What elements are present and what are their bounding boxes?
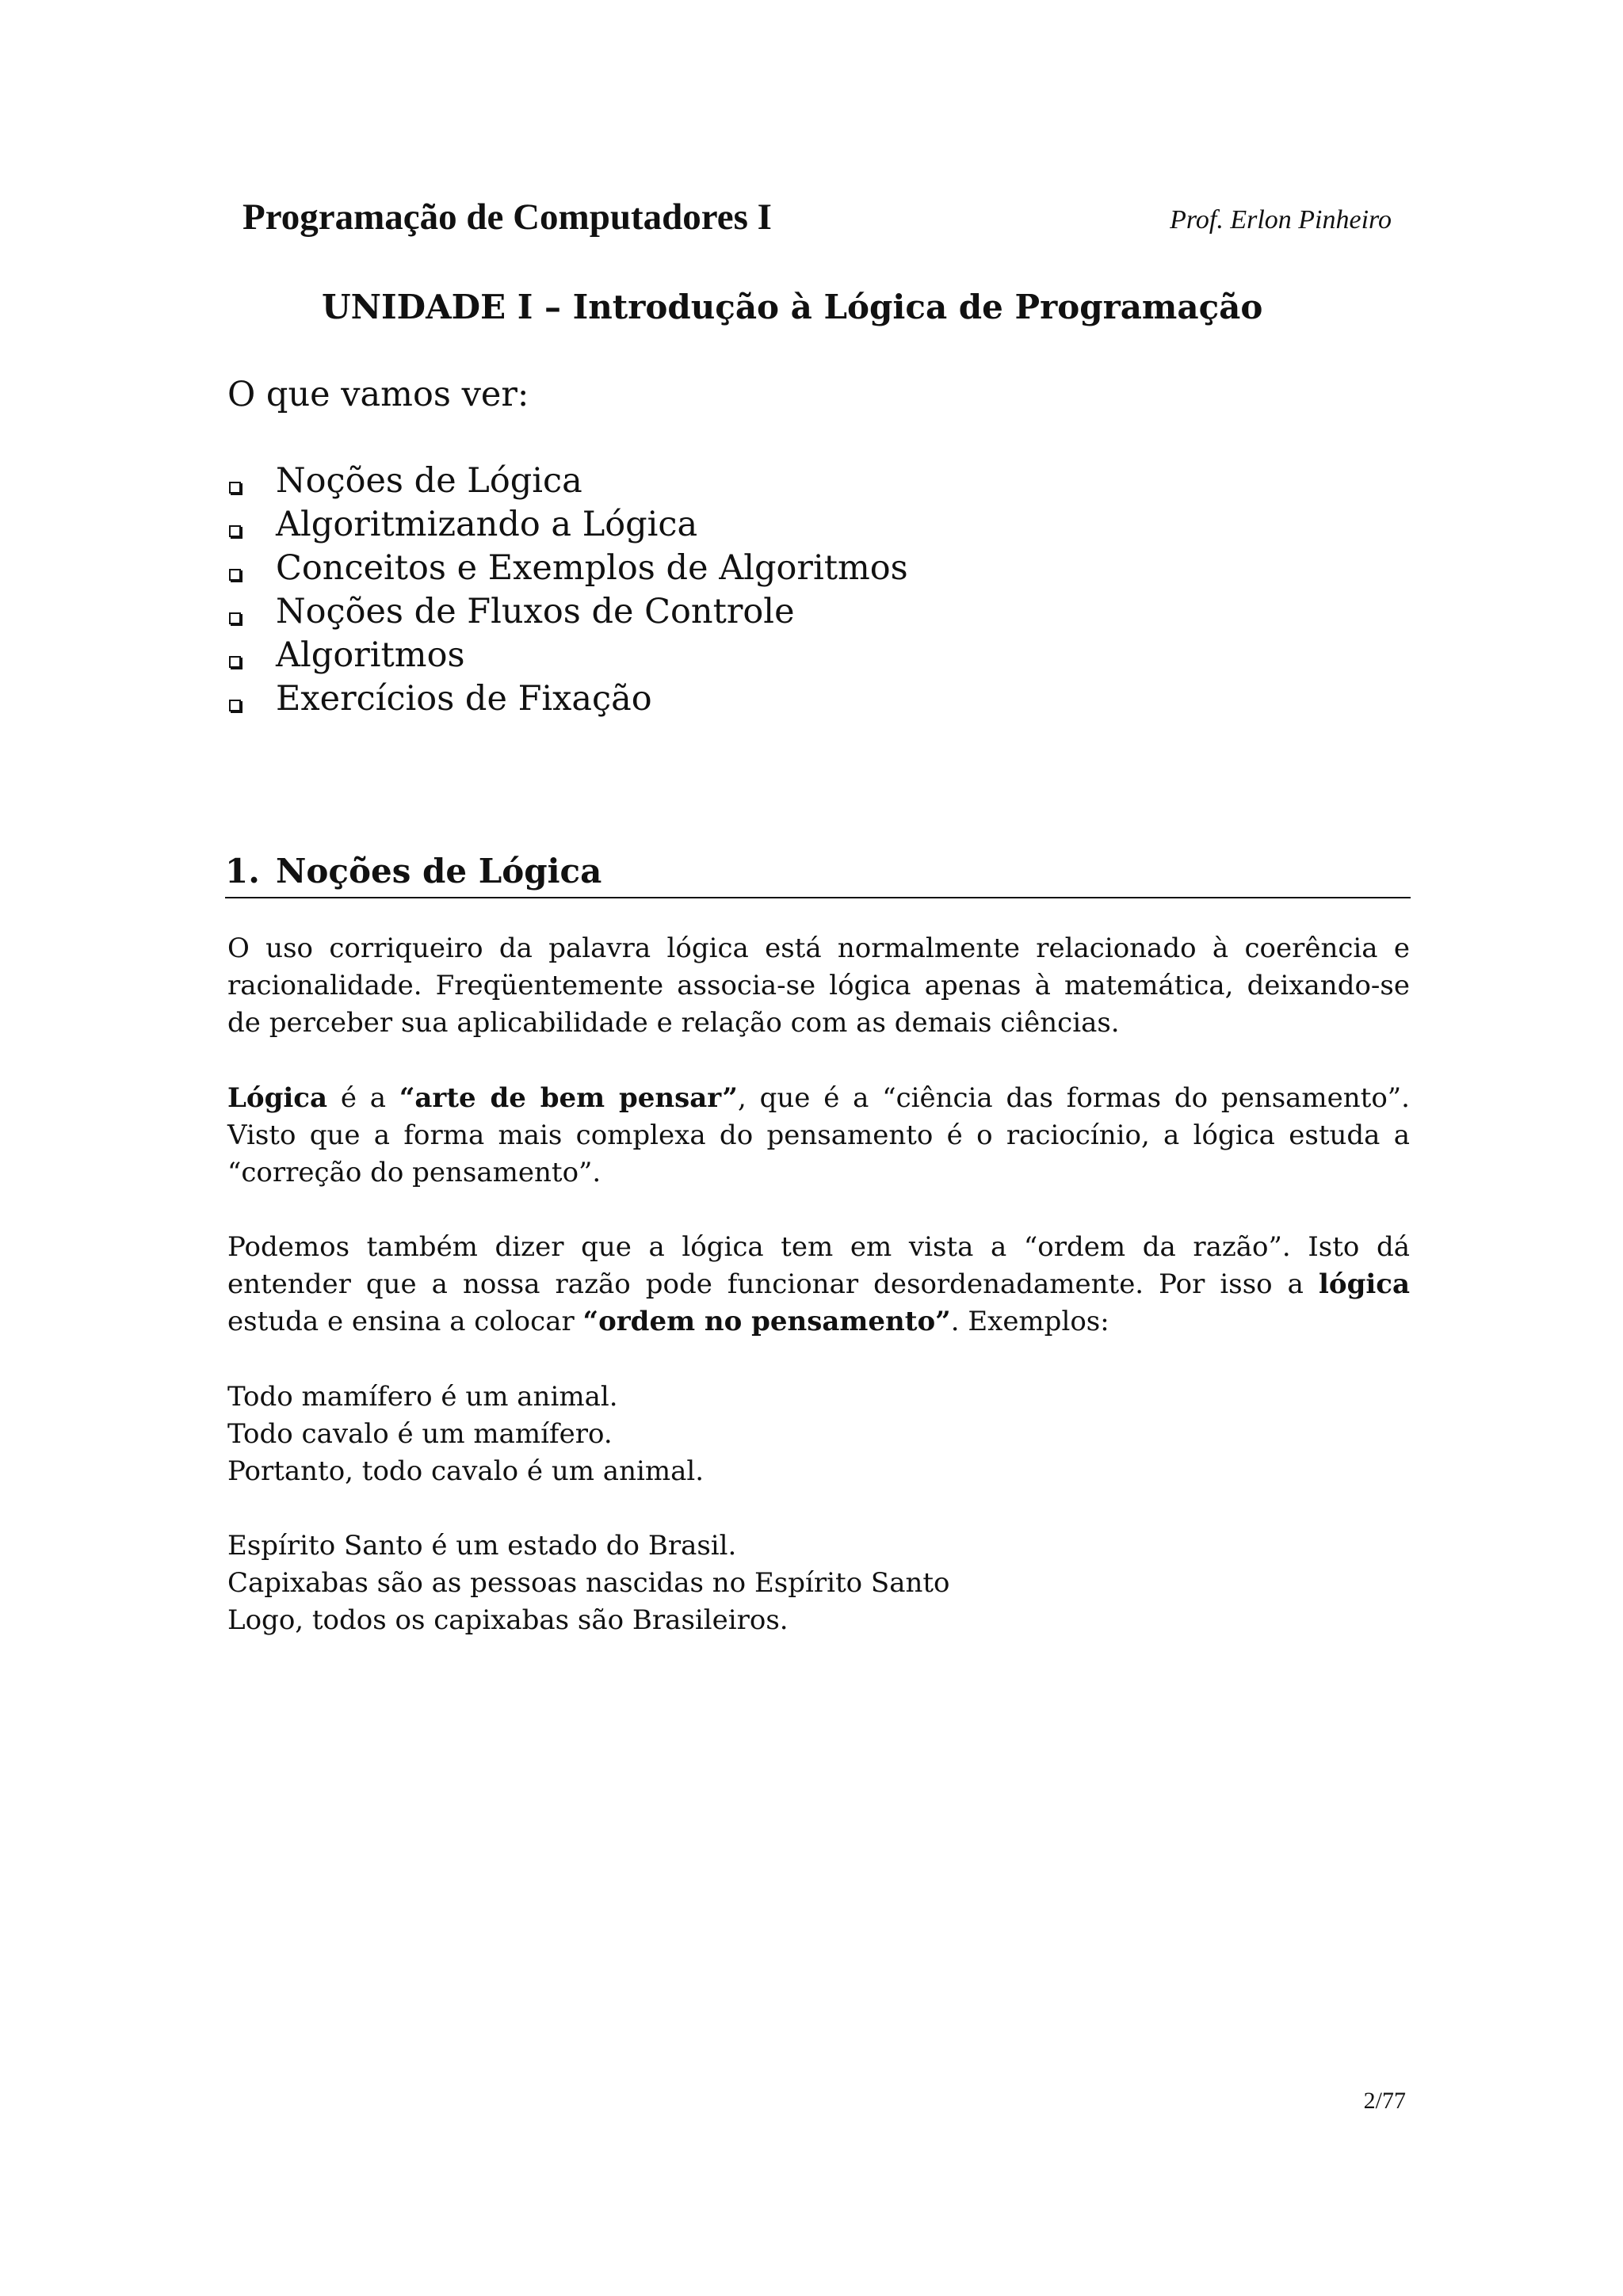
syllogism-line: Todo cavalo é um mamífero. [227, 1418, 613, 1450]
syllogism-1 [227, 1379, 1410, 1490]
checkbox-bullet-icon [229, 482, 241, 494]
term-logica: Lógica [227, 1082, 328, 1114]
paragraph-1: O uso corriqueiro da palavra lógica está normalmente relacionado à coerência e racionalidade. Freqüentemente associa-se lógica apenas à matemática, deixando-se de perceber sua aplicabilidade e relação com as demais ciências. [227, 933, 1410, 1039]
emphasis-ordem: “ordem no pensamento” [582, 1306, 951, 1337]
syllogism-line: Portanto, todo cavalo é um animal. [227, 1455, 705, 1487]
syllogism-line: Capixabas são as pessoas nascidas no Espírito Santo [227, 1567, 950, 1599]
syllogism-line: Espírito Santo é um estado do Brasil. [227, 1530, 737, 1562]
term-logica-bold: lógica [1318, 1268, 1410, 1300]
emphasis-arte: “arte de bem pensar” [399, 1082, 738, 1114]
syllogism-line: Todo mamífero é um animal. [227, 1381, 618, 1413]
page-number: 2/77 [1363, 2088, 1406, 2114]
topic-item: Conceitos e Exemplos de Algoritmos [227, 547, 908, 590]
syllogism-line: Logo, todos os capixabas são Brasileiros. [227, 1604, 789, 1636]
section-number: 1. [225, 852, 260, 891]
paragraph-3: Podemos também dizer que a lógica tem em vista a “ordem da razão”. Isto dá entender que a nossa razão pode funcionar desordenadamente. Por isso a lógica estuda e ensina a colocar “ordem no pensamento”. Exemplos: [227, 1231, 1410, 1337]
checkbox-bullet-icon [229, 525, 241, 537]
intro-text: O que vamos ver: [227, 375, 529, 414]
topic-item: Noções de Fluxos de Controle [227, 590, 908, 634]
topic-item: Algoritmizando a Lógica [227, 503, 908, 547]
syllogism-2 [227, 1527, 1410, 1639]
checkbox-bullet-icon [229, 656, 241, 668]
section-heading [225, 848, 1411, 898]
course-title: Programação de Computadores I [242, 196, 772, 238]
topic-item: Noções de Lógica [227, 460, 908, 503]
checkbox-bullet-icon [229, 700, 241, 711]
checkbox-bullet-icon [229, 569, 241, 581]
topic-item: Exercícios de Fixação [227, 677, 908, 721]
author-name: Prof. Erlon Pinheiro [1170, 205, 1392, 235]
unit-title: UNIDADE I – Introdução à Lógica de Programação [322, 288, 1263, 326]
paragraph-2: Lógica é a “arte de bem pensar”, que é a “ciência das formas do pensamento”. Visto que a forma mais complexa do pensamento é o raciocínio, a lógica estuda a “correção do pensamento”. [227, 1082, 1410, 1188]
section-title: Noções de Lógica [276, 852, 602, 891]
topic-item: Algoritmos [227, 634, 908, 677]
topic-list [227, 460, 908, 721]
checkbox-bullet-icon [229, 612, 241, 624]
